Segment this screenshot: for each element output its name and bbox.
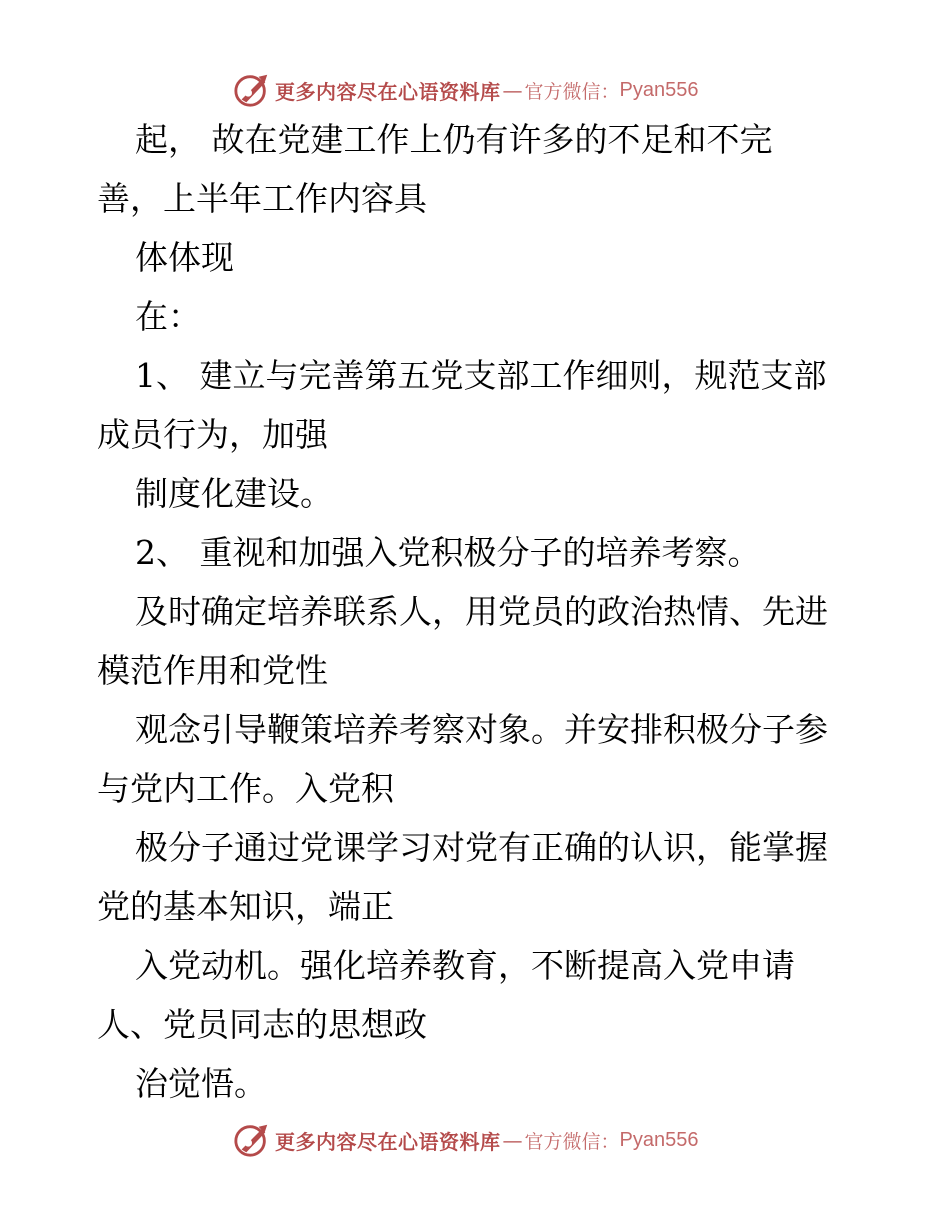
text-line: 1、 建立与完善第五党支部工作细则，规范支部 [135, 356, 827, 395]
footer-banner [233, 1120, 713, 1160]
text-line: 体体现 [135, 238, 234, 277]
header-banner [233, 70, 713, 110]
text-line: 人、党员同志的思想政 [97, 1005, 427, 1044]
header-wechat-label: 官方微信： [524, 80, 620, 103]
header-separator: — [502, 78, 523, 102]
text-line: 起， 故在党建工作上仍有许多的不足和不完 [135, 120, 773, 159]
text-line: 模范作用和党性 [97, 651, 328, 690]
brand-logo-icon [233, 71, 271, 109]
text-line: 党的基本知识，端正 [97, 887, 394, 926]
header-wechat-id: Pyan556 [619, 78, 699, 101]
text-line: 制度化建设。 [135, 474, 333, 513]
text-line: 治觉悟。 [135, 1064, 267, 1103]
header-brand-text: 更多内容尽在心语资料库 [275, 79, 501, 104]
footer-brand-text: 更多内容尽在心语资料库 [275, 1129, 501, 1154]
footer-wechat-id: Pyan556 [619, 1128, 699, 1151]
text-line: 善，上半年工作内容具 [97, 179, 427, 218]
text-line: 极分子通过党课学习对党有正确的认识，能掌握 [135, 828, 828, 867]
text-line: 观念引导鞭策培养考察对象。并安排积极分子参 [135, 710, 828, 749]
text-line: 2、 重视和加强入党积极分子的培养考察。 [135, 533, 761, 572]
footer-wechat-label: 官方微信： [524, 1130, 620, 1153]
text-line: 与党内工作。入党积 [97, 769, 394, 808]
text-line: 成员行为，加强 [97, 415, 328, 454]
text-line: 及时确定培养联系人，用党员的政治热情、先进 [135, 592, 828, 631]
brand-logo-icon [233, 1121, 271, 1159]
footer-separator: — [502, 1128, 523, 1152]
text-line: 入党动机。强化培养教育，不断提高入党申请 [135, 946, 795, 985]
text-line: 在： [135, 297, 201, 336]
